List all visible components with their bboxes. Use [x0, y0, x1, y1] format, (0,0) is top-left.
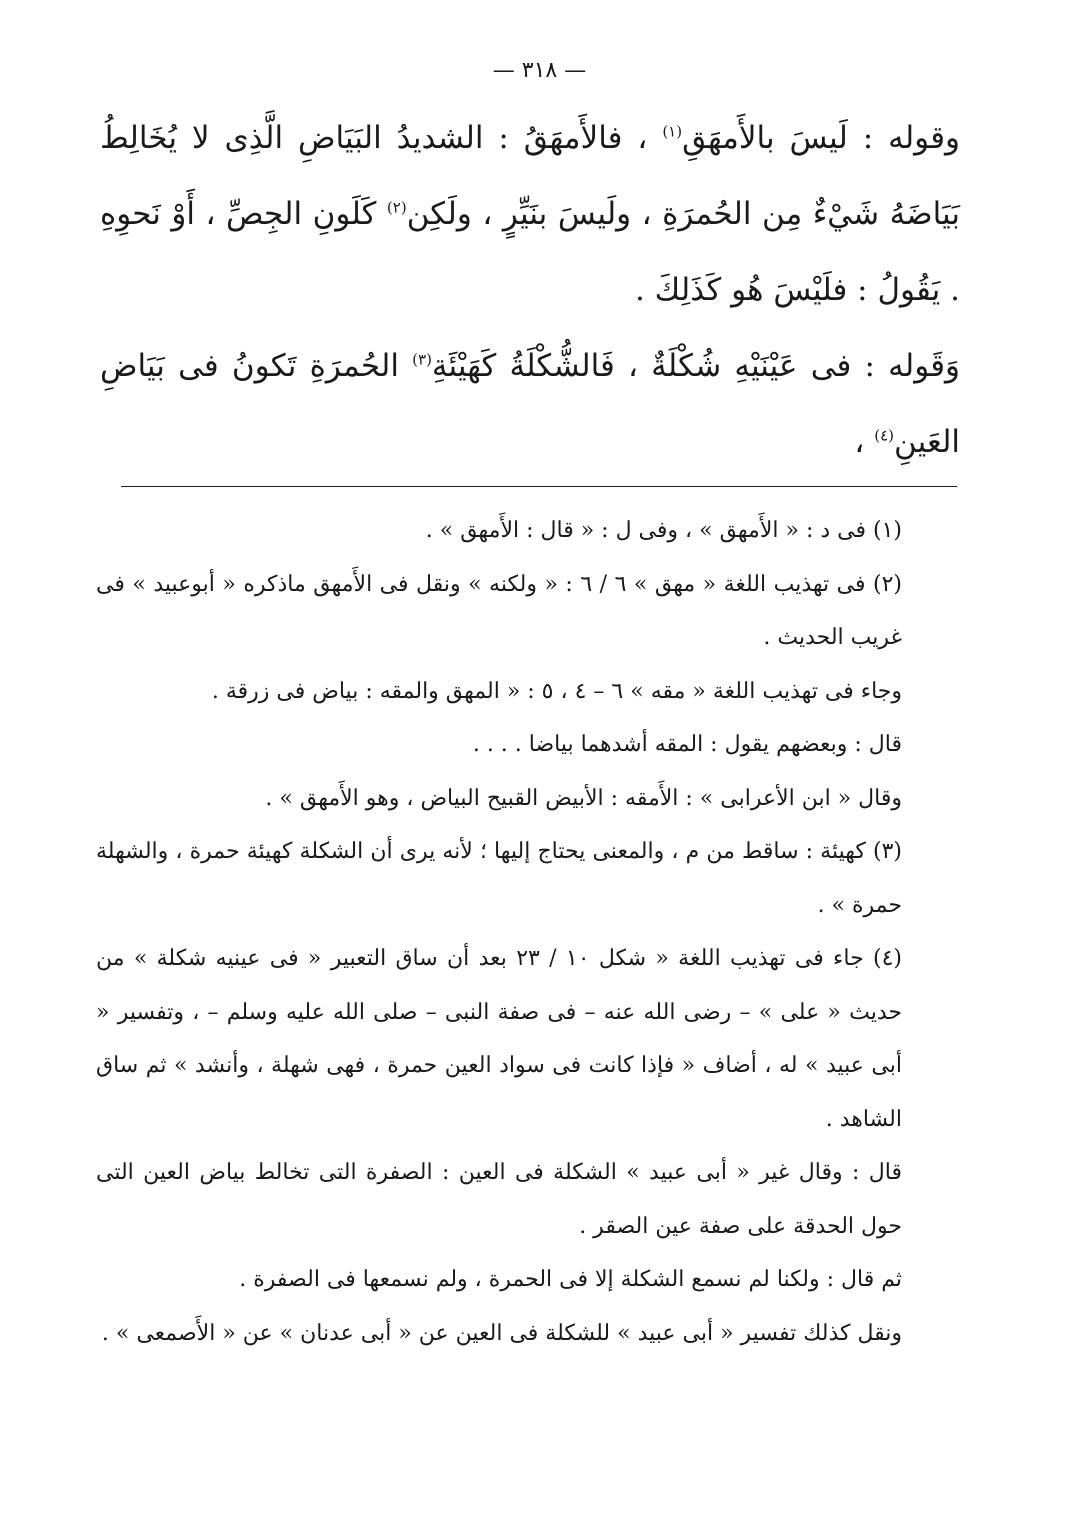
footnote-4: (٤) جاء فى تهذيب اللغة « شكل ١٠ / ٢٣ بعد أن ساق التعبير « فى عينيه شكلة » من حديث « على » – رضى الله عنه – فى صفة النبى – صلى الله عليه وسلم – ، وتفسير « أبى عبيد » له ، أضاف « فإذا كانت فى سواد العين حمرة ، فهى شهلة ، وأنشد » ثم ساق الشاهد . — [96, 946, 902, 1132]
page-number: — ٣١٨ — — [492, 58, 587, 83]
footnote-3: (٣) كهيئة : ساقط من م ، والمعنى يحتاج إليها ؛ لأنه يرى أن الشكلة كهيئة حمرة ، والشهلة حمرة » . — [96, 839, 902, 918]
footnote-ref-1: (١) — [662, 122, 683, 141]
main-text — [100, 100, 960, 480]
footnote-4-continuation: ونقل كذلك تفسير « أبى عبيد » للشكلة فى العين عن « أبى عدنان » عن « الأَصمعى » . — [101, 1320, 902, 1346]
main-paragraph-1 — [100, 100, 960, 328]
main-text-segment: ، — [854, 424, 865, 460]
main-paragraph-2 — [100, 328, 960, 480]
footnote-ref-2: (٢) — [386, 198, 407, 217]
footnote-2-continuation: قال : وبعضهم يقول : المقه أشدهما بياضا . . . . — [472, 732, 902, 757]
main-text-segment: ، فالأَمهَقُ : الشديدُ البَيَاضِ الَّذِى لا يُخَالِطُ بَيَاضَهُ شَيْءٌ مِن الحُمرَةِ ، ولَيسَ بنَيِّرٍ ، ولَكِن — [100, 120, 961, 232]
footnote-4-continuation: ثم قال : ولكنا لم نسمع الشكلة إلا فى الحمرة ، ولم نسمعها فى الصفرة . — [239, 1267, 902, 1292]
footnotes — [96, 504, 942, 1360]
main-text-segment: كَلَونِ الجِصِّ ، أَوْ نَحوِهِ . يَقُولُ : فلَيْسَ هُو كَذَلِكَ . — [100, 196, 960, 308]
main-text-segment: وقوله : لَيسَ بالأَمهَقِ — [682, 120, 960, 156]
footnote-2-continuation: وقال « ابن الأعرابى » : الأَمقه : الأبيض القبيح البياض ، وهو الأَمهق » . — [265, 785, 902, 811]
footnote-2-continuation: وجاء فى تهذيب اللغة « مقه » ٦ – ٤ ، ٥ : « المهق والمقه : بياض فى زرقة . — [211, 678, 902, 704]
footnote-ref-4: (٤) — [874, 426, 895, 445]
footnote-2: (٢) فى تهذيب اللغة « مهق » ٦ / ٦ : « ولكنه » ونقل فى الأَمهق ماذكره « أبوعبيد » فى غريب الحديث . — [96, 571, 903, 650]
footnote-1: (١) فى د : « الأَمهق » ، وفى ل : « قال : الأَمهق » . — [425, 518, 902, 543]
main-text-segment: وَقَوله : فى عَيْنَيْهِ شُكْلَةٌ ، فَالشُّكْلَةُ كَهَيْئَةِ — [431, 348, 961, 384]
footnote-divider — [121, 486, 957, 487]
main-text-segment: الحُمرَةِ تَكونُ فى بَيَاضِ العَينِ — [100, 348, 960, 460]
footnote-4-continuation: قال : وقال غير « أبى عبيد » الشكلة فى العين : الصفرة التى تخالط بياض العين التى حول الحدقة على صفة عين الصقر . — [96, 1160, 902, 1239]
footnote-ref-3: (٣) — [412, 350, 432, 369]
